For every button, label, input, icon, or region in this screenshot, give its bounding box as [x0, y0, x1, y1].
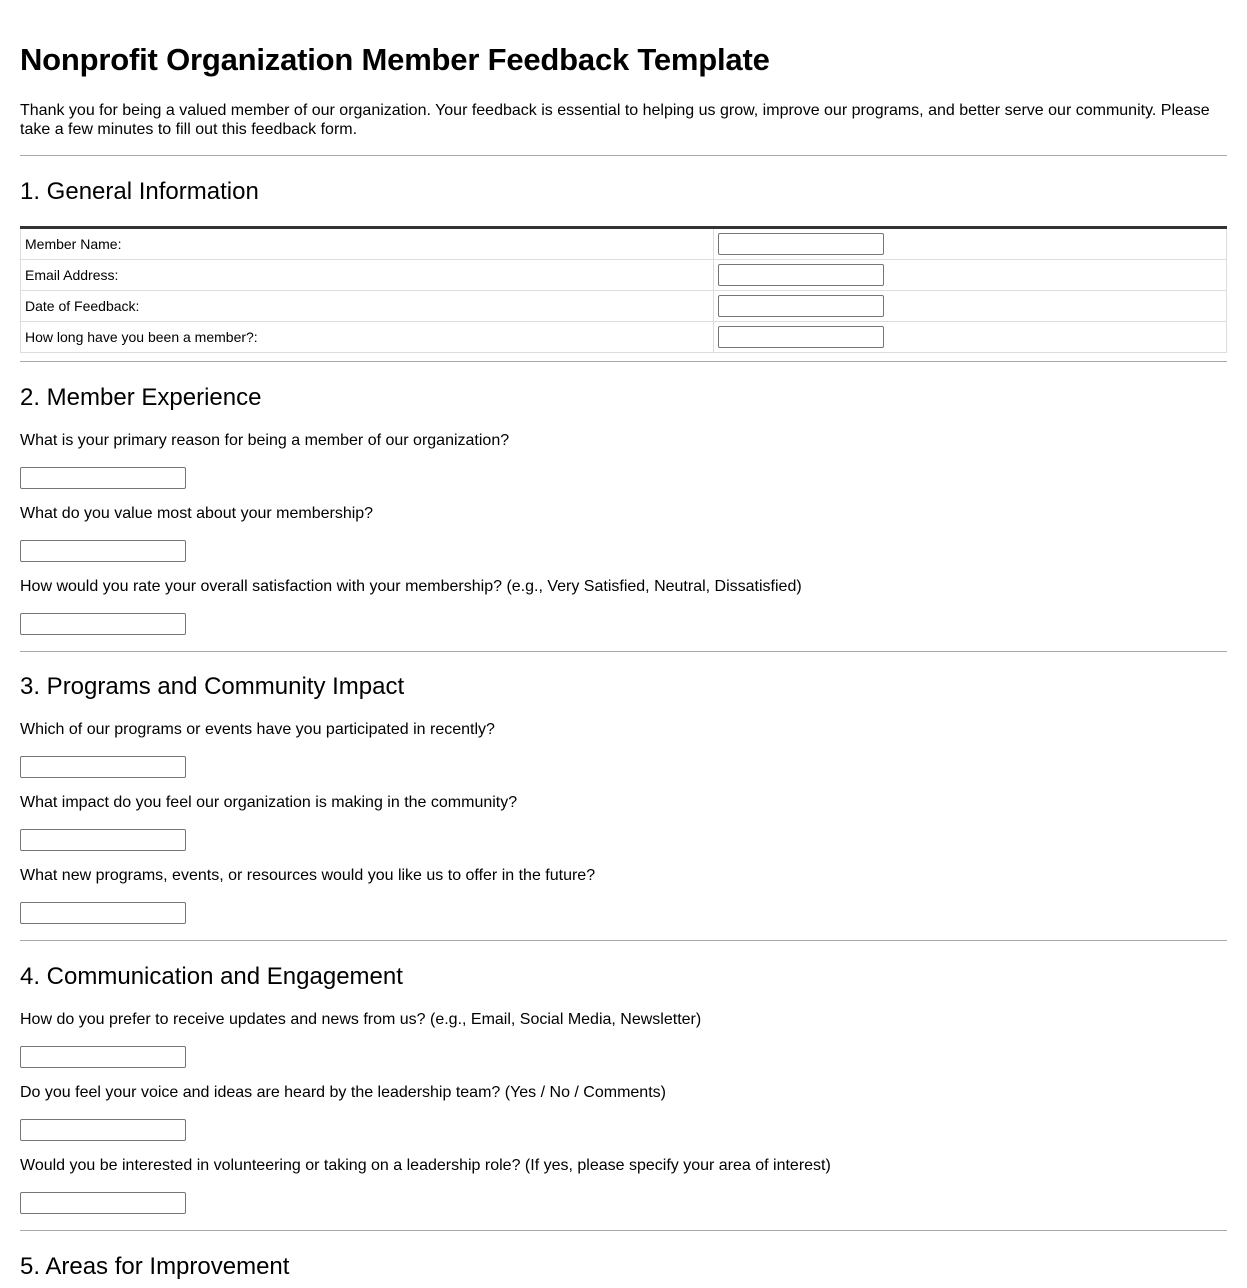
value-most-input[interactable]	[20, 540, 186, 562]
question-community-impact: What impact do you feel our organization is making in the community?	[20, 794, 518, 811]
voice-heard-input[interactable]	[20, 1119, 186, 1141]
general-information-table	[20, 226, 1227, 353]
section-divider	[20, 940, 1227, 941]
section-divider	[20, 361, 1227, 362]
section-heading-general-information: 1. General Information	[20, 178, 259, 205]
programs-participated-input[interactable]	[20, 756, 186, 778]
overall-satisfaction-input[interactable]	[20, 613, 186, 635]
table-row	[21, 291, 1227, 322]
question-overall-satisfaction: How would you rate your overall satisfaction with your membership? (e.g., Very Satisfied, Neutral, Dissatisfied)	[20, 578, 802, 595]
section-heading-communication-engagement: 4. Communication and Engagement	[20, 963, 403, 990]
table-row	[21, 260, 1227, 291]
member-name-label: Member Name:	[21, 228, 714, 260]
section-divider	[20, 651, 1227, 652]
community-impact-input[interactable]	[20, 829, 186, 851]
question-primary-reason: What is your primary reason for being a member of our organization?	[20, 432, 510, 449]
question-new-programs: What new programs, events, or resources would you like us to offer in the future?	[20, 867, 596, 884]
section-heading-programs-community-impact: 3. Programs and Community Impact	[20, 673, 405, 700]
date-of-feedback-input[interactable]	[718, 295, 884, 317]
question-voice-heard: Do you feel your voice and ideas are heard by the leadership team? (Yes / No / Comments)	[20, 1084, 666, 1101]
table-row	[21, 322, 1227, 353]
membership-length-input[interactable]	[718, 326, 884, 348]
question-programs-participated: Which of our programs or events have you participated in recently?	[20, 721, 495, 738]
new-programs-input[interactable]	[20, 902, 186, 924]
table-row	[21, 228, 1227, 260]
section-heading-areas-for-improvement: 5. Areas for Improvement	[20, 1253, 290, 1280]
question-volunteering-interest: Would you be interested in volunteering or taking on a leadership role? (If yes, please specify your area of interest)	[20, 1157, 831, 1174]
section-divider	[20, 155, 1227, 156]
question-update-preference: How do you prefer to receive updates and news from us? (e.g., Email, Social Media, Newsletter)	[20, 1011, 702, 1028]
section-heading-member-experience: 2. Member Experience	[20, 384, 262, 411]
email-address-input[interactable]	[718, 264, 884, 286]
email-address-label: Email Address:	[21, 260, 714, 291]
page-title: Nonprofit Organization Member Feedback Template	[20, 42, 770, 77]
membership-length-label: How long have you been a member?:	[21, 322, 714, 353]
question-value-most: What do you value most about your membership?	[20, 505, 374, 522]
intro-text: Thank you for being a valued member of our organization. Your feedback is essential to helping us grow, improve our programs, and better serve our community. Please take a few minutes to fill out this feedback form.	[20, 102, 1210, 138]
volunteering-interest-input[interactable]	[20, 1192, 186, 1214]
member-name-input[interactable]	[718, 233, 884, 255]
section-divider	[20, 1230, 1227, 1231]
update-preference-input[interactable]	[20, 1046, 186, 1068]
primary-reason-input[interactable]	[20, 467, 186, 489]
date-of-feedback-label: Date of Feedback:	[21, 291, 714, 322]
